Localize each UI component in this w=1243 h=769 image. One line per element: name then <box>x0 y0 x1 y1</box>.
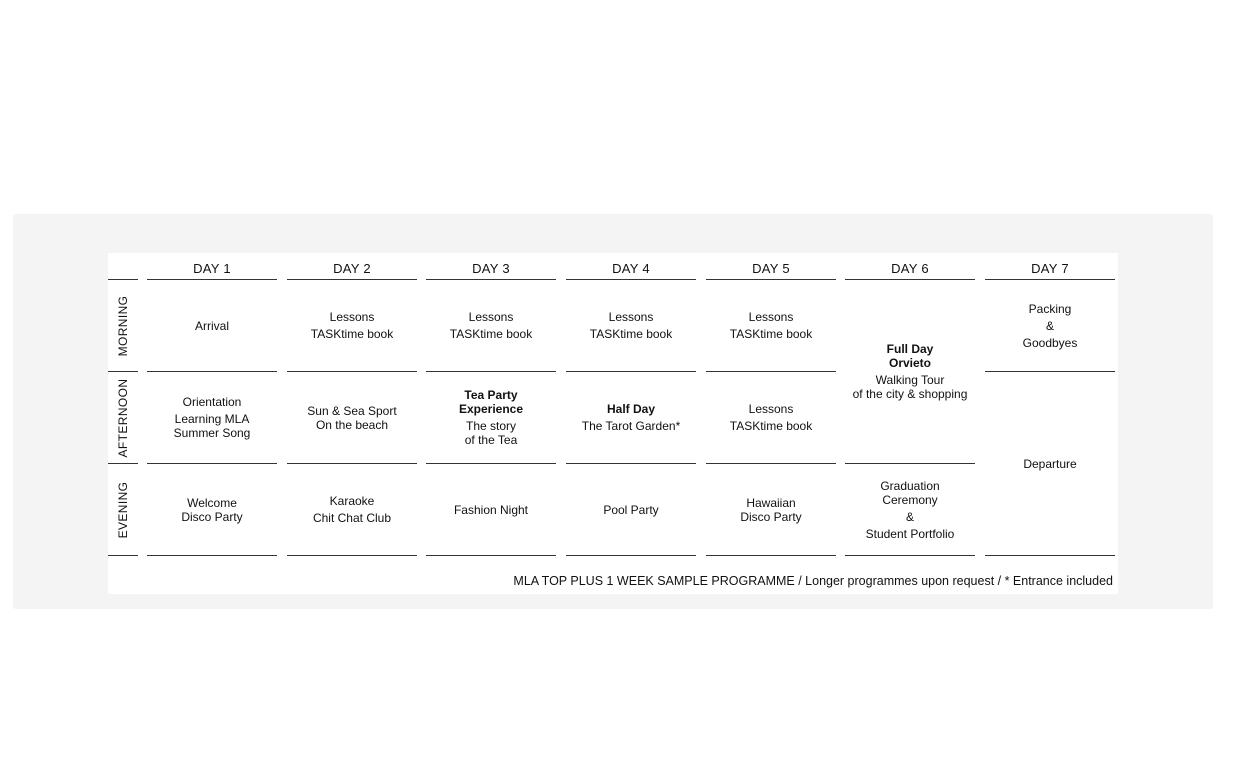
day-header-5: DAY 5 <box>752 261 790 276</box>
day3-evening: Fashion Night <box>453 502 529 517</box>
day6-evening: Graduation Ceremony & Student Portfolio <box>865 478 955 541</box>
day3-morning: Lessons TASKtime book <box>449 310 533 341</box>
day5-morning: Lessons TASKtime book <box>729 310 813 341</box>
cell-rule <box>985 555 1115 556</box>
cell-rule <box>845 555 975 556</box>
day5-evening: Hawaiian Disco Party <box>740 495 802 524</box>
day4-afternoon: Half Day The Tarot Garden* <box>581 402 681 433</box>
cell-rule <box>426 555 556 556</box>
day4-evening: Pool Party <box>603 502 659 517</box>
day5-afternoon: Lessons TASKtime book <box>729 402 813 433</box>
day1-afternoon: Orientation Learning MLA Summer Song <box>173 395 251 440</box>
day4-morning: Lessons TASKtime book <box>589 310 673 341</box>
day-header-2: DAY 2 <box>333 261 371 276</box>
day-header-6: DAY 6 <box>891 261 929 276</box>
label-rule <box>108 555 138 556</box>
row-label-morning: MORNING <box>116 295 130 356</box>
day7-morning: Packing & Goodbyes <box>1022 301 1078 350</box>
row-label-afternoon: AFTERNOON <box>116 378 130 457</box>
day6-full-day: Full Day Orvieto Walking Tour of the city & shopping <box>852 342 968 401</box>
day3-afternoon: Tea Party Experience The story of the Tea <box>458 388 524 447</box>
day1-morning: Arrival <box>194 318 229 333</box>
row-label-evening: EVENING <box>116 481 130 538</box>
day2-morning: Lessons TASKtime book <box>310 310 394 341</box>
programme-footnote: MLA TOP PLUS 1 WEEK SAMPLE PROGRAMME / Longer programmes upon request / * Entrance included <box>513 574 1113 588</box>
day7-departure: Departure <box>1023 456 1077 471</box>
day-header-1: DAY 1 <box>193 261 231 276</box>
day-header-7: DAY 7 <box>1031 261 1069 276</box>
day-header-4: DAY 4 <box>612 261 650 276</box>
day-header-3: DAY 3 <box>472 261 510 276</box>
day2-evening: Karaoke Chit Chat Club <box>312 494 392 525</box>
cell-rule <box>147 555 277 556</box>
cell-rule <box>287 555 417 556</box>
day1-evening: Welcome Disco Party <box>181 495 243 524</box>
cell-rule <box>566 555 696 556</box>
cell-rule <box>706 555 836 556</box>
day2-afternoon: Sun & Sea Sport On the beach <box>307 403 397 432</box>
